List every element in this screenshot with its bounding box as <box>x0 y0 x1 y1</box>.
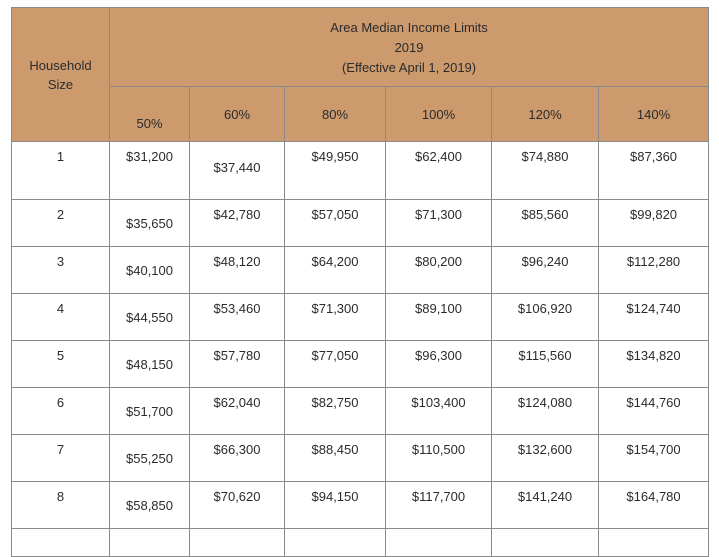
income-cell-50: $58,850 <box>110 482 190 529</box>
income-cell-140: $112,280 <box>599 247 709 294</box>
income-cell-120: $106,920 <box>492 294 599 341</box>
income-cell-120: $96,240 <box>492 247 599 294</box>
household-size-cell: 1 <box>12 142 110 200</box>
table-row <box>12 247 709 294</box>
table-row <box>12 142 709 200</box>
income-cell-140: $164,780 <box>599 482 709 529</box>
table-row <box>12 435 709 482</box>
income-cell-60: $42,780 <box>190 200 285 247</box>
household-size-header-line: Household <box>29 57 92 73</box>
household-size-cell: 7 <box>12 435 110 482</box>
income-cell-60: $37,440 <box>190 142 285 200</box>
income-cell-80: $57,050 <box>285 200 386 247</box>
income-cell-60: $62,040 <box>190 388 285 435</box>
table-row <box>12 341 709 388</box>
income-cell-80: $94,150 <box>285 482 386 529</box>
household-size-header-line: Size <box>47 76 74 92</box>
income-cell-80: $77,050 <box>285 341 386 388</box>
income-cell-80: $64,200 <box>285 247 386 294</box>
table-row <box>12 482 709 529</box>
empty-cell <box>190 529 285 557</box>
column-header-120: 120% <box>492 87 599 142</box>
table-title-line: Area Median Income Limits <box>330 20 488 35</box>
income-cell-120: $124,080 <box>492 388 599 435</box>
household-size-cell: 4 <box>12 294 110 341</box>
empty-cell <box>492 529 599 557</box>
household-size-cell: 2 <box>12 200 110 247</box>
income-cell-50: $51,700 <box>110 388 190 435</box>
income-cell-100: $80,200 <box>386 247 492 294</box>
empty-cell <box>285 529 386 557</box>
household-size-cell: 3 <box>12 247 110 294</box>
income-cell-50: $31,200 <box>110 142 190 200</box>
empty-cell <box>110 529 190 557</box>
income-cell-50: $35,650 <box>110 200 190 247</box>
income-cell-80: $49,950 <box>285 142 386 200</box>
household-size-cell: 5 <box>12 341 110 388</box>
income-cell-60: $53,460 <box>190 294 285 341</box>
income-cell-60: $66,300 <box>190 435 285 482</box>
income-cell-140: $154,700 <box>599 435 709 482</box>
income-cell-140: $99,820 <box>599 200 709 247</box>
empty-cell <box>386 529 492 557</box>
empty-cell <box>599 529 709 557</box>
income-cell-100: $110,500 <box>386 435 492 482</box>
income-cell-140: $134,820 <box>599 341 709 388</box>
income-cell-100: $71,300 <box>386 200 492 247</box>
income-limits-table <box>11 7 709 557</box>
column-header-50: 50% <box>110 87 190 142</box>
income-limits-table-container <box>11 7 708 557</box>
table-row <box>12 294 709 341</box>
column-header-80: 80% <box>285 87 386 142</box>
income-cell-50: $48,150 <box>110 341 190 388</box>
income-cell-120: $141,240 <box>492 482 599 529</box>
income-cell-140: $144,760 <box>599 388 709 435</box>
column-header-60: 60% <box>190 87 285 142</box>
income-cell-50: $55,250 <box>110 435 190 482</box>
income-cell-100: $62,400 <box>386 142 492 200</box>
income-cell-80: $82,750 <box>285 388 386 435</box>
income-cell-60: $48,120 <box>190 247 285 294</box>
column-header-140: 140% <box>599 87 709 142</box>
income-cell-60: $70,620 <box>190 482 285 529</box>
table-title <box>110 8 709 87</box>
household-size-cell: 6 <box>12 388 110 435</box>
household-size-cell: 8 <box>12 482 110 529</box>
income-cell-100: $89,100 <box>386 294 492 341</box>
table-row <box>12 388 709 435</box>
income-cell-60: $57,780 <box>190 341 285 388</box>
income-cell-140: $87,360 <box>599 142 709 200</box>
table-row-empty <box>12 529 709 557</box>
table-row <box>12 200 709 247</box>
income-cell-100: $103,400 <box>386 388 492 435</box>
income-cell-120: $132,600 <box>492 435 599 482</box>
income-cell-50: $40,100 <box>110 247 190 294</box>
income-cell-120: $74,880 <box>492 142 599 200</box>
table-title-effective-date: (Effective April 1, 2019) <box>341 60 477 75</box>
table-title-year: 2019 <box>394 40 424 55</box>
income-cell-120: $115,560 <box>492 341 599 388</box>
income-cell-80: $88,450 <box>285 435 386 482</box>
empty-cell <box>12 529 110 557</box>
income-cell-100: $117,700 <box>386 482 492 529</box>
income-cell-100: $96,300 <box>386 341 492 388</box>
column-header-100: 100% <box>386 87 492 142</box>
income-cell-140: $124,740 <box>599 294 709 341</box>
household-size-header <box>12 8 110 142</box>
income-cell-80: $71,300 <box>285 294 386 341</box>
income-cell-120: $85,560 <box>492 200 599 247</box>
income-cell-50: $44,550 <box>110 294 190 341</box>
